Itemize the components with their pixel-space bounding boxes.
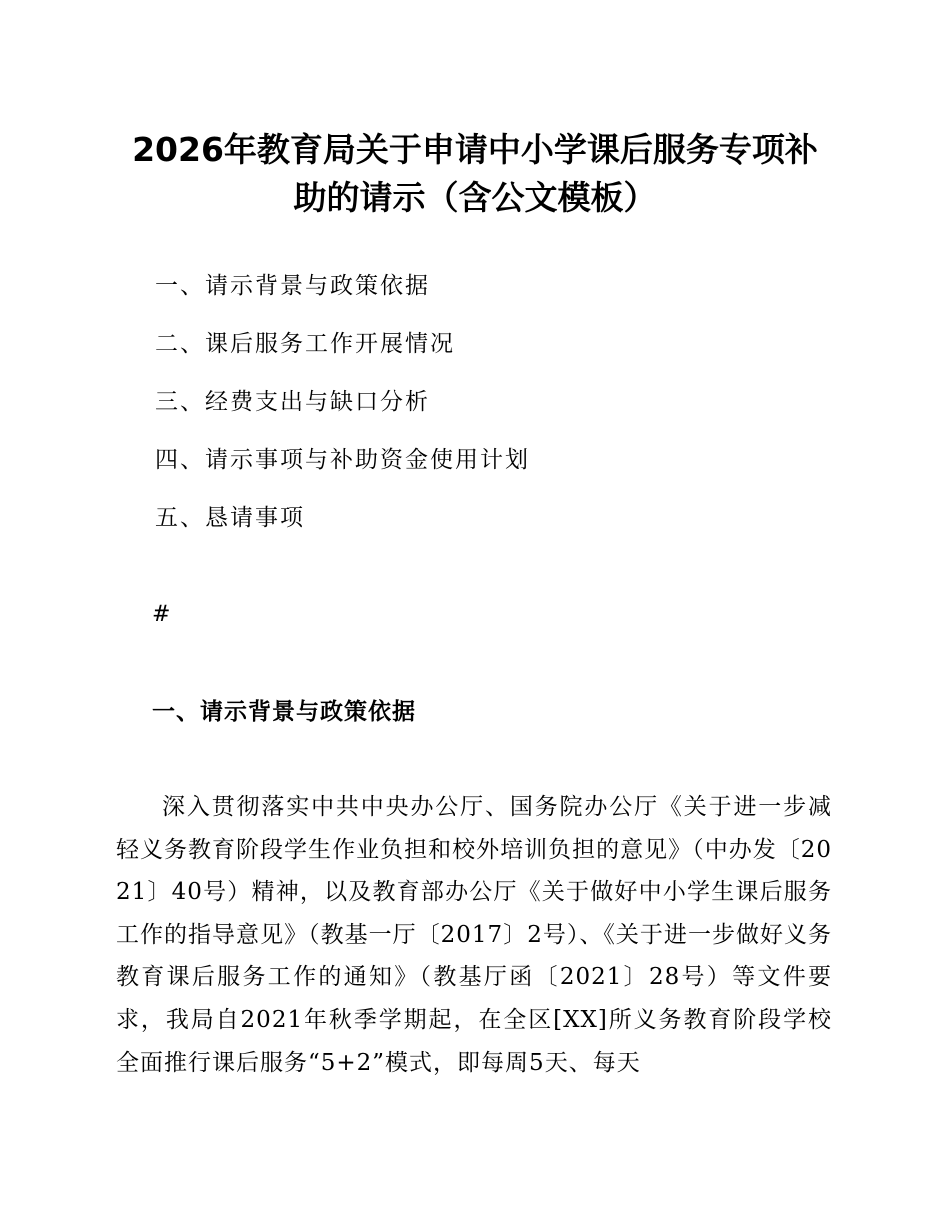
body-paragraph: 深入贯彻落实中共中央办公厅、国务院办公厅《关于进一步减轻义务教育阶段学生作业负担和校外培训负担的意见》（中办发〔2021〕40号）精神，以及教育部办公厅《关于做好中小学生课后服务工作的指导意见》（教基一厅〔2017〕2号）、《关于进一步做好义务教育课后服务工作的通知》（教基厅函〔2021〕28号）等文件要求，我局自2021年秋季学期起，在全区[XX]所义务教育阶段学校全面推行课后服务“5+2”模式，即每周5天、每天 [116, 794, 832, 1076]
section-heading: 一、请示背景与政策依据 [152, 699, 416, 725]
toc-item-2: 二、课后服务工作开展情况 [155, 331, 455, 357]
toc-item-3: 三、经费支出与缺口分析 [155, 389, 430, 415]
toc-item-1: 一、请示背景与政策依据 [155, 273, 430, 299]
table-of-contents [155, 266, 530, 556]
toc-item-5: 五、恳请事项 [155, 505, 305, 531]
document-title: 2026年教育局关于申请中小学课后服务专项补助的请示（含公文模板） [132, 130, 818, 217]
separator-mark: # [152, 602, 171, 627]
toc-item-4: 四、请示事项与补助资金使用计划 [155, 447, 530, 473]
